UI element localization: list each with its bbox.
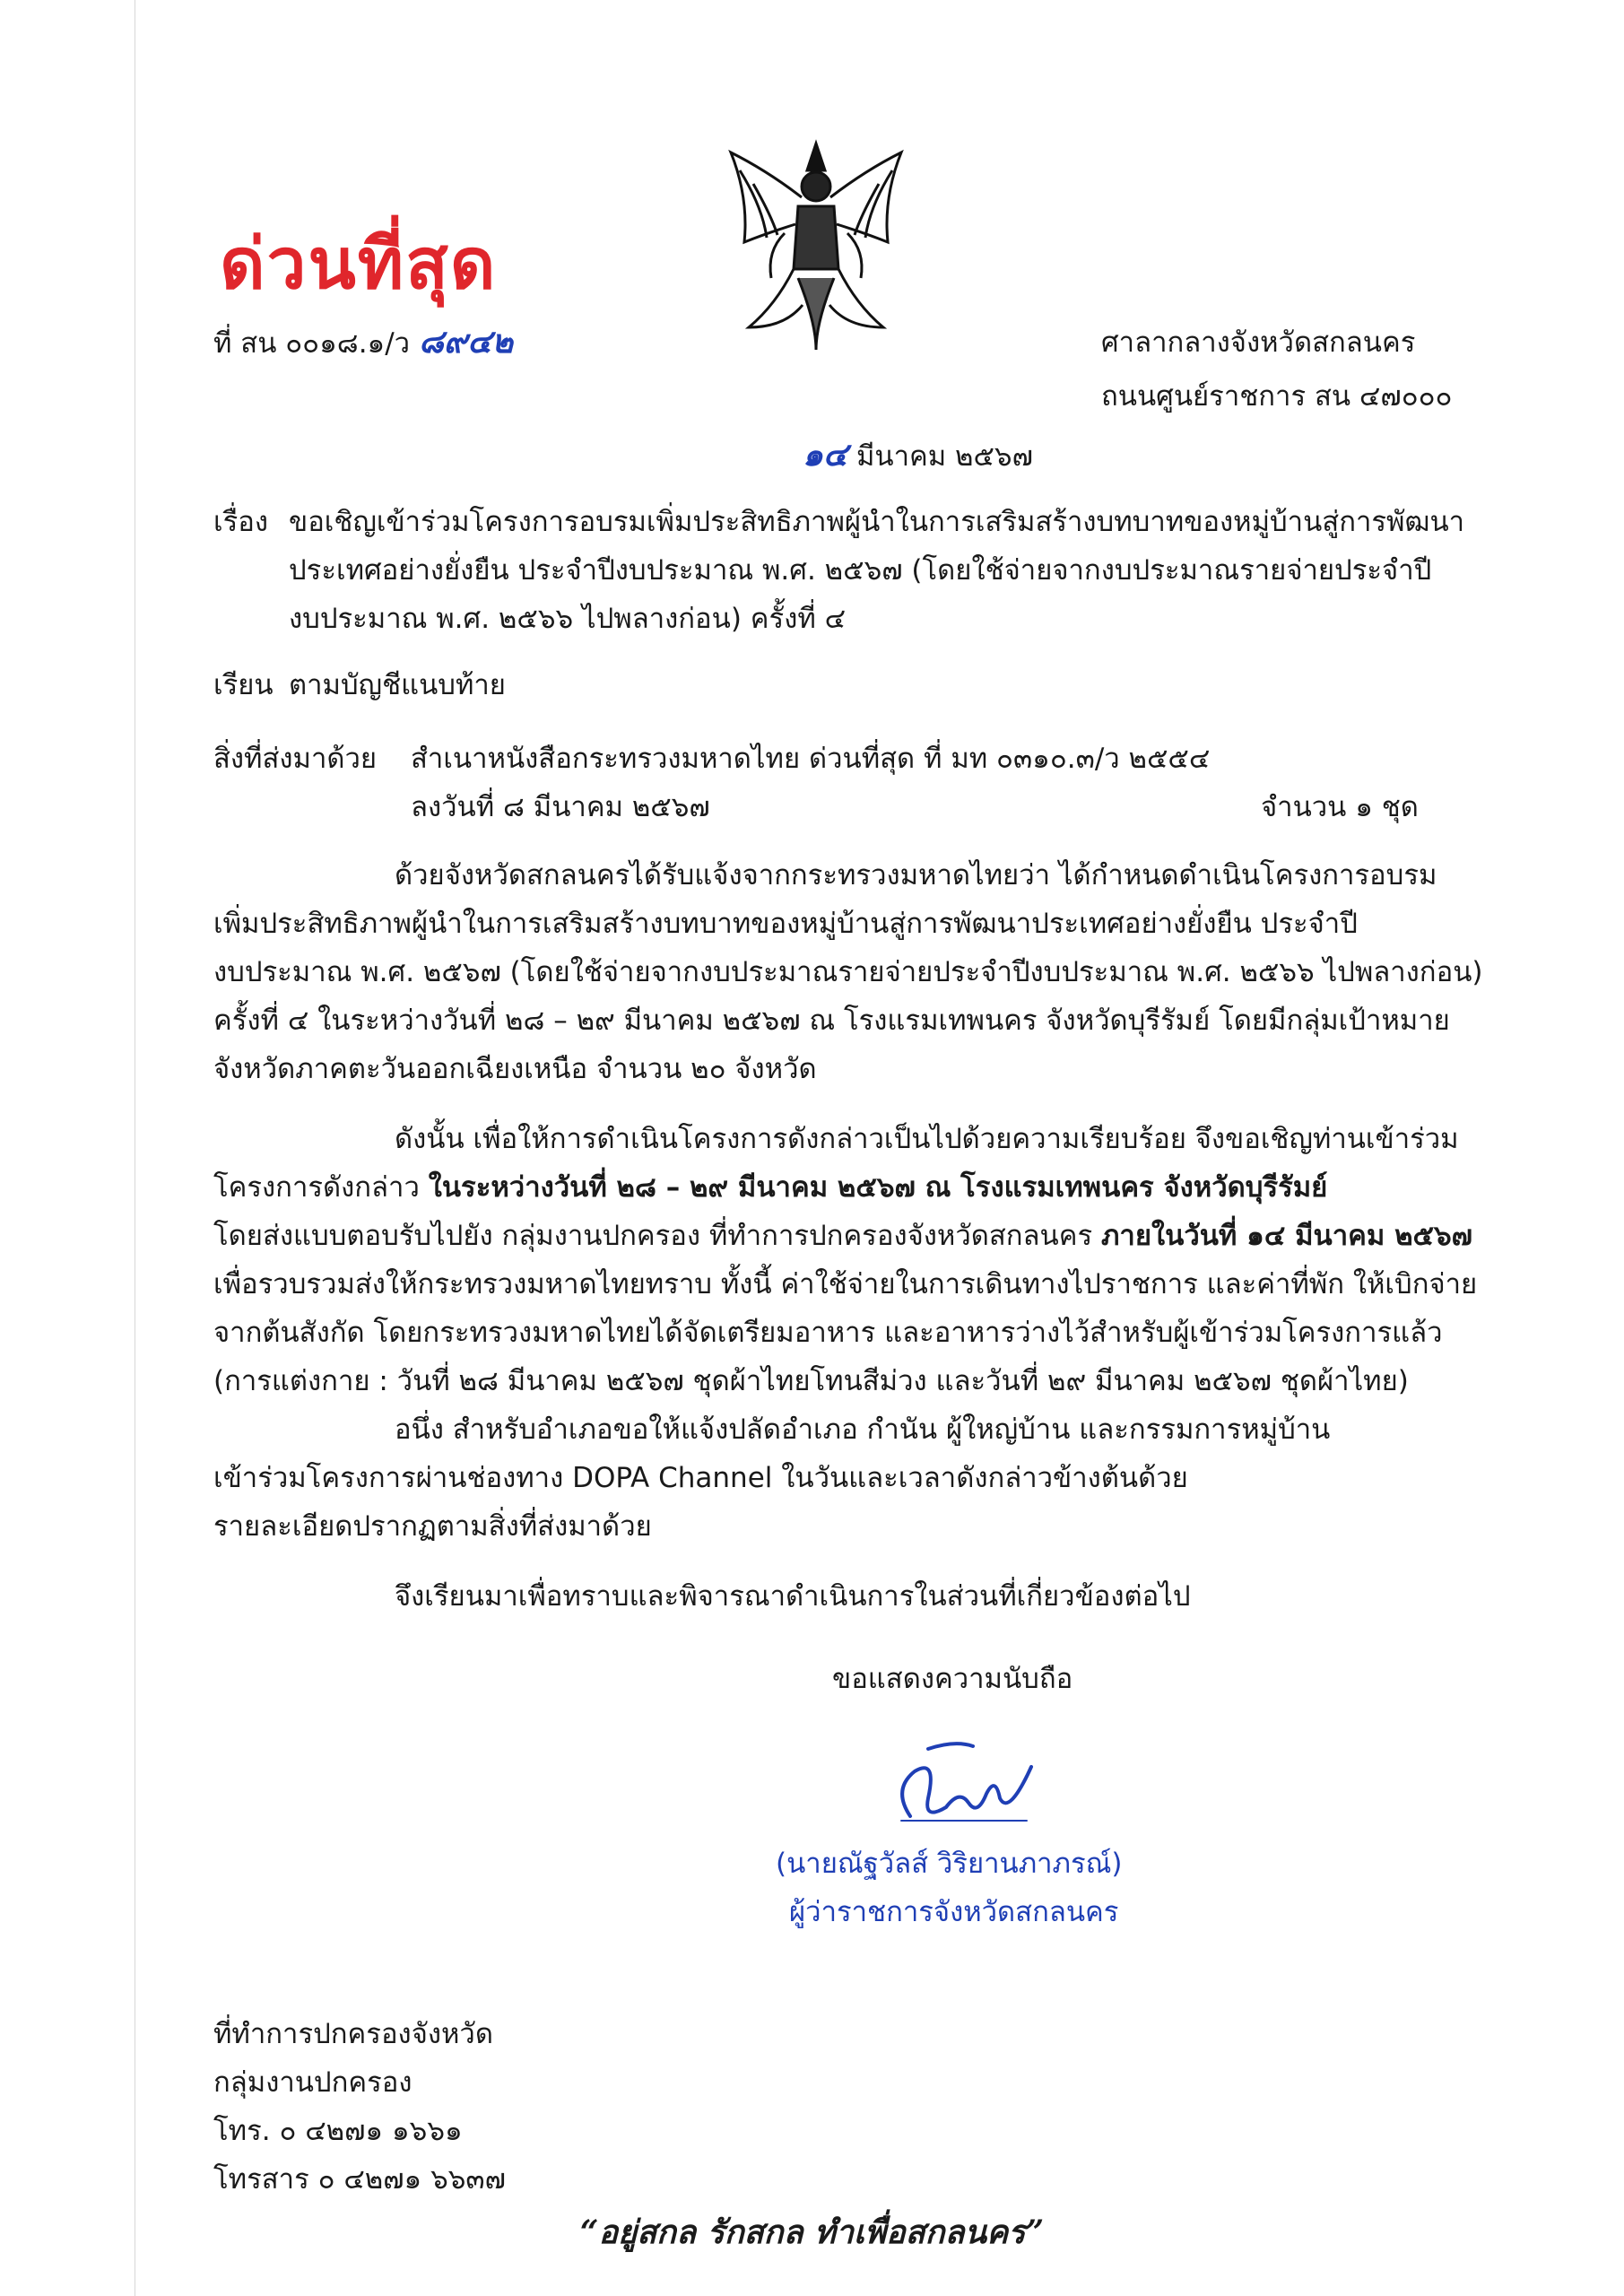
to-label: เรียน [213,669,274,701]
footer-division: กลุ่มงานปกครอง [213,2066,413,2099]
office-address: ถนนศูนย์ราชการ สน ๔๗๐๐๐ [1101,380,1453,413]
body-p2-line-3 [213,1218,1472,1254]
office-name: ศาลากลางจังหวัดสกลนคร [1101,326,1416,359]
date-day-handwritten: ๑๔ [803,437,848,474]
body-p1-line-3: งบประมาณ พ.ศ. ๒๕๖๗ (โดยใช้จ่ายจากงบประมาณรายจ่ายประจำปีงบประมาณ พ.ศ. ๒๕๖๖ ไปพลางก่อน) [213,956,1483,988]
body-p2-line-2-plain: โครงการดังกล่าว [213,1171,420,1204]
garuda-emblem-icon [713,135,919,359]
signature-image [874,1735,1045,1834]
enclosure-line-2: ลงวันที่ ๘ มีนาคม ๒๕๖๗ [411,791,710,823]
date-month-year: มีนาคม ๒๕๖๗ [855,440,1033,473]
body-p3-line-2: เข้าร่วมโครงการผ่านช่องทาง DOPA Channel ในวันและเวลาดังกล่าวข้างต้นด้วย [213,1462,1188,1494]
body-p2-line-3-bold: ภายในวันที่ ๑๔ มีนาคม ๒๕๖๗ [1101,1220,1472,1252]
body-p2-line-5: จากต้นสังกัด โดยกระทรวงมหาดไทยได้จัดเตรียมอาหาร และอาหารว่างไว้สำหรับผู้เข้าร่วมโครงการแล้ว [213,1317,1443,1349]
footer-slogan: “อยู่สกล รักสกล ทำเพื่อสกลนคร” [579,2213,1045,2251]
subject-line-1: ขอเชิญเข้าร่วมโครงการอบรมเพิ่มประสิทธิภาพผู้นำในการเสริมสร้างบทบาทของหมู่บ้านสู่การพัฒนา [289,506,1465,538]
urgency-stamp: ด่วนที่สุด [220,224,498,305]
body-p2-line-2-bold: ในระหว่างวันที่ ๒๘ – ๒๙ มีนาคม ๒๕๖๗ ณ โรงแรมเทพนคร จังหวัดบุรีรัมย์ [428,1171,1328,1204]
footer-fax: โทรสาร ๐ ๔๒๗๑ ๖๖๓๗ [213,2163,506,2196]
reference-handwritten-number: ๘๙๔๒ [418,324,514,361]
footer-department: ที่ทำการปกครองจังหวัด [213,2018,493,2050]
enclosure-line-1: สำเนาหนังสือกระทรวงมหาดไทย ด่วนที่สุด ที่ มท ๐๓๑๐.๓/ว ๒๕๕๔ [411,743,1211,775]
body-p3-line-1: อนึ่ง สำหรับอำเภอขอให้แจ้งปลัดอำเภอ กำนัน ผู้ใหญ่บ้าน และกรรมการหมู่บ้าน [395,1413,1331,1446]
body-p1-line-2: เพิ่มประสิทธิภาพผู้นำในการเสริมสร้างบทบาทของหมู่บ้านสู่การพัฒนาประเทศอย่างยั่งยืน ประจำปี [213,908,1358,940]
reference-prefix: ที่ สน ๐๐๑๘.๑/ว [213,327,411,360]
body-p1-line-5: จังหวัดภาคตะวันออกเฉียงเหนือ จำนวน ๒๐ จังหวัด [213,1053,817,1085]
signer-title: ผู้ว่าราชการจังหวัดสกลนคร [789,1896,1119,1928]
signer-name: (นายณัฐวัลส์ วิริยานภาภรณ์) [776,1848,1123,1880]
subject-line-3: งบประมาณ พ.ศ. ๒๕๖๖ ไปพลางก่อน) ครั้งที่ ๔ [289,603,847,635]
body-p2-line-1: ดังนั้น เพื่อให้การดำเนินโครงการดังกล่าวเป็นไปด้วยความเรียบร้อย จึงขอเชิญท่านเข้าร่วม [395,1123,1459,1155]
body-p4: จึงเรียนมาเพื่อทราบและพิจารณาดำเนินการในส่วนที่เกี่ยวข้องต่อไป [395,1580,1191,1613]
subject-line-2: ประเทศอย่างยั่งยืน ประจำปีงบประมาณ พ.ศ. ๒๕๖๗ (โดยใช้จ่ายจากงบประมาณรายจ่ายประจำปี [289,554,1432,587]
body-p3-line-3: รายละเอียดปรากฏตามสิ่งที่ส่งมาด้วย [213,1510,652,1543]
body-p2-line-4: เพื่อรวบรวมส่งให้กระทรวงมหาดไทยทราบ ทั้งนี้ ค่าใช้จ่ายในการเดินทางไปราชการ และค่าที่พัก ให้เบิกจ่าย [213,1268,1478,1300]
enclosure-count: จำนวน ๑ ชุด [1261,791,1419,823]
document-date [803,438,1033,474]
body-p2-line-3-plain: โดยส่งแบบตอบรับไปยัง กลุ่มงานปกครอง ที่ทำการปกครองจังหวัดสกลนคร [213,1220,1093,1252]
body-p1-line-1: ด้วยจังหวัดสกลนครได้รับแจ้งจากกระทรวงมหาดไทยว่า ได้กำหนดดำเนินโครงการอบรม [395,859,1437,891]
body-p1-line-4: ครั้งที่ ๔ ในระหว่างวันที่ ๒๘ – ๒๙ มีนาคม ๒๕๖๗ ณ โรงแรมเทพนคร จังหวัดบุรีรัมย์ โดยมีกลุ่มเป้าหมาย [213,1004,1450,1037]
footer-telephone: โทร. ๐ ๔๒๗๑ ๑๖๖๑ [213,2115,463,2147]
enclosure-label: สิ่งที่ส่งมาด้วย [213,743,378,775]
reference-number [213,325,513,361]
closing-regards: ขอแสดงความนับถือ [832,1663,1073,1695]
body-p2-line-2 [213,1170,1327,1205]
body-p2-line-6: (การแต่งกาย : วันที่ ๒๘ มีนาคม ๒๕๖๗ ชุดผ้าไทยโทนสีม่วง และวันที่ ๒๙ มีนาคม ๒๕๖๗ ชุดผ้าไทย) [213,1365,1409,1397]
to-value: ตามบัญชีแนบท้าย [289,669,506,701]
subject-label: เรื่อง [213,506,269,538]
